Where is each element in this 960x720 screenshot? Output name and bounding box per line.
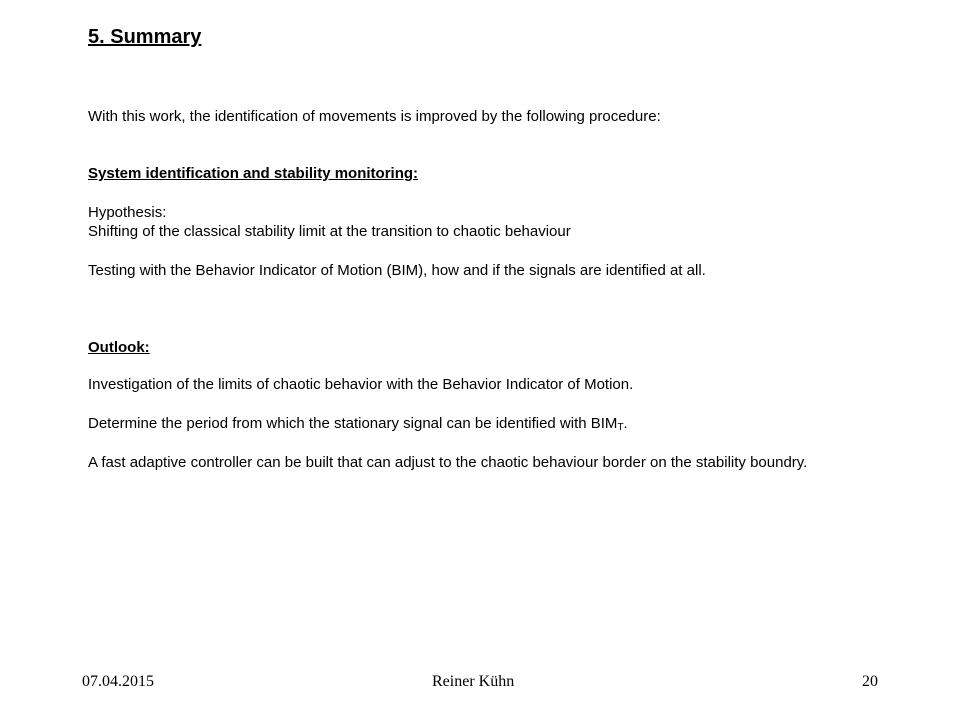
footer-author: Reiner Kühn bbox=[432, 673, 515, 690]
slide-title: 5. Summary bbox=[88, 26, 202, 48]
outlook-item-limits: Investigation of the limits of chaotic behavior with the Behavior Indicator of Motion. bbox=[88, 376, 634, 393]
section-heading-outlook: Outlook: bbox=[88, 339, 150, 356]
outlook-item-period-end: . bbox=[623, 415, 628, 432]
outlook-item-period bbox=[88, 414, 628, 437]
intro-text: With this work, the identification of movements is improved by the following procedure: bbox=[88, 108, 661, 125]
testing-text: Testing with the Behavior Indicator of Motion (BIM), how and if the signals are identified at all. bbox=[88, 262, 706, 279]
footer-date: 07.04.2015 bbox=[82, 673, 154, 690]
outlook-item-period-text: Determine the period from which the stationary signal can be identified with BIM bbox=[88, 415, 618, 432]
bim-subscript: T bbox=[617, 422, 624, 433]
hypothesis-text: Shifting of the classical stability limit at the transition to chaotic behaviour bbox=[88, 223, 571, 240]
hypothesis-label: Hypothesis: bbox=[88, 204, 167, 221]
footer-page-number: 20 bbox=[862, 673, 878, 690]
outlook-item-controller: A fast adaptive controller can be built that can adjust to the chaotic behaviour border on the stability boundry. bbox=[88, 454, 808, 471]
section-heading-system-identification: System identification and stability monitoring: bbox=[88, 165, 419, 182]
